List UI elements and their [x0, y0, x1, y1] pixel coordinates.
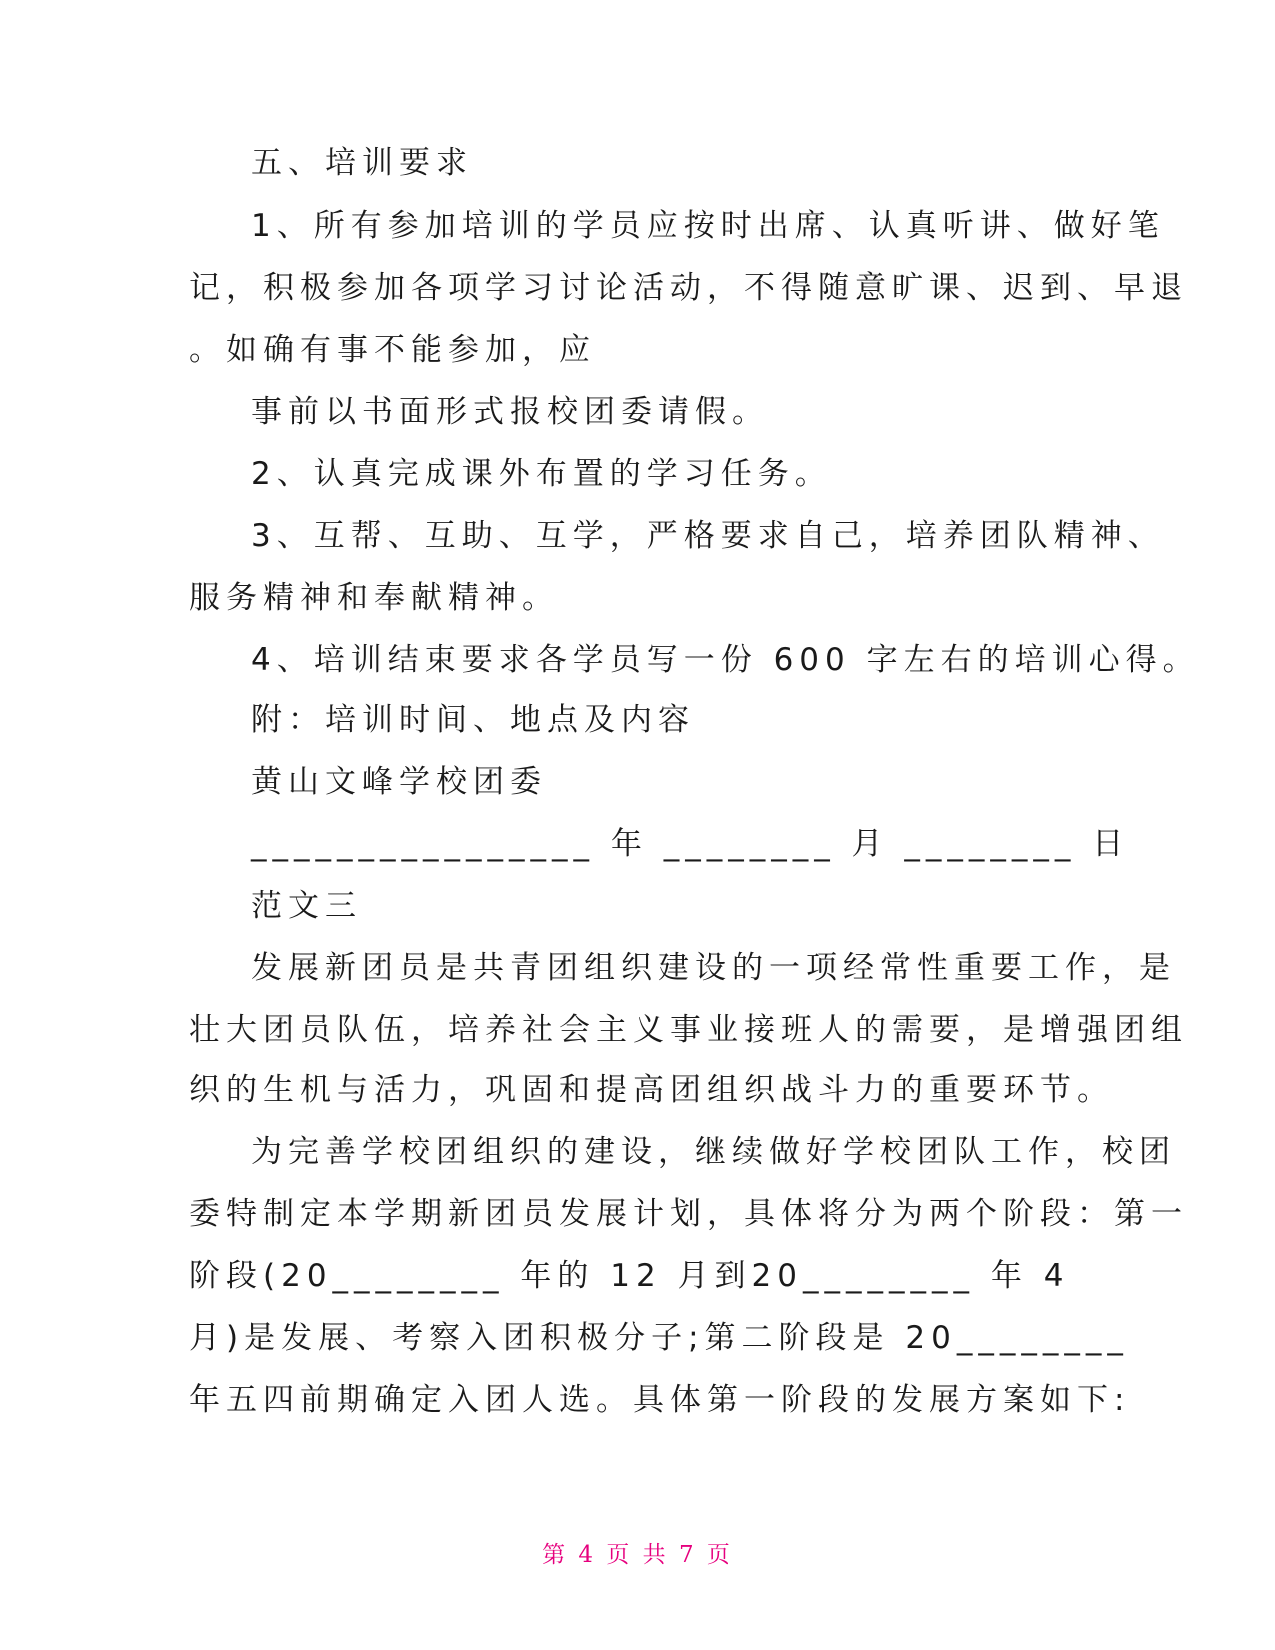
- paragraph-line: 发展新团员是共青团组织建设的一项经常性重要工作，是: [251, 950, 1176, 986]
- signature-org: 黄山文峰学校团委: [251, 764, 547, 800]
- paragraph-line: 1、所有参加培训的学员应按时出席、认真听讲、做好笔: [251, 208, 1165, 244]
- paragraph-line: 阶段(20________ 年的 12 月到20________ 年 4: [189, 1258, 1070, 1294]
- section-heading: 范文三: [251, 888, 362, 924]
- paragraph-line: 委特制定本学期新团员发展计划，具体将分为两个阶段：第一: [189, 1196, 1188, 1232]
- paragraph-line: 为完善学校团组织的建设，继续做好学校团队工作，校团: [251, 1134, 1176, 1170]
- page-number: 第 4 页 共 7 页: [542, 1542, 733, 1568]
- paragraph-line: 织的生机与活力，巩固和提高团组织战斗力的重要环节。: [189, 1072, 1114, 1108]
- section-heading: 五、培训要求: [251, 145, 473, 181]
- paragraph-line: 4、培训结束要求各学员写一份 600 字左右的培训心得。: [251, 642, 1200, 678]
- paragraph-line: 。如确有事不能参加，应: [189, 332, 596, 368]
- paragraph-line: 3、互帮、互助、互学，严格要求自己，培养团队精神、: [251, 518, 1165, 554]
- signature-date: ________________ 年 ________ 月 ________ 日: [251, 826, 1130, 862]
- paragraph-line: 记，积极参加各项学习讨论活动，不得随意旷课、迟到、早退: [189, 270, 1188, 306]
- paragraph-line: 年五四前期确定入团人选。具体第一阶段的发展方案如下:: [189, 1382, 1131, 1418]
- paragraph-line: 服务精神和奉献精神。: [189, 580, 559, 616]
- paragraph-line: 月)是发展、考察入团积极分子;第二阶段是 20________: [189, 1320, 1129, 1356]
- attachment-note: 附：培训时间、地点及内容: [251, 702, 695, 738]
- paragraph-line: 壮大团员队伍，培养社会主义事业接班人的需要，是增强团组: [189, 1012, 1188, 1048]
- paragraph-line: 2、认真完成课外布置的学习任务。: [251, 456, 832, 492]
- paragraph-line: 事前以书面形式报校团委请假。: [251, 394, 769, 430]
